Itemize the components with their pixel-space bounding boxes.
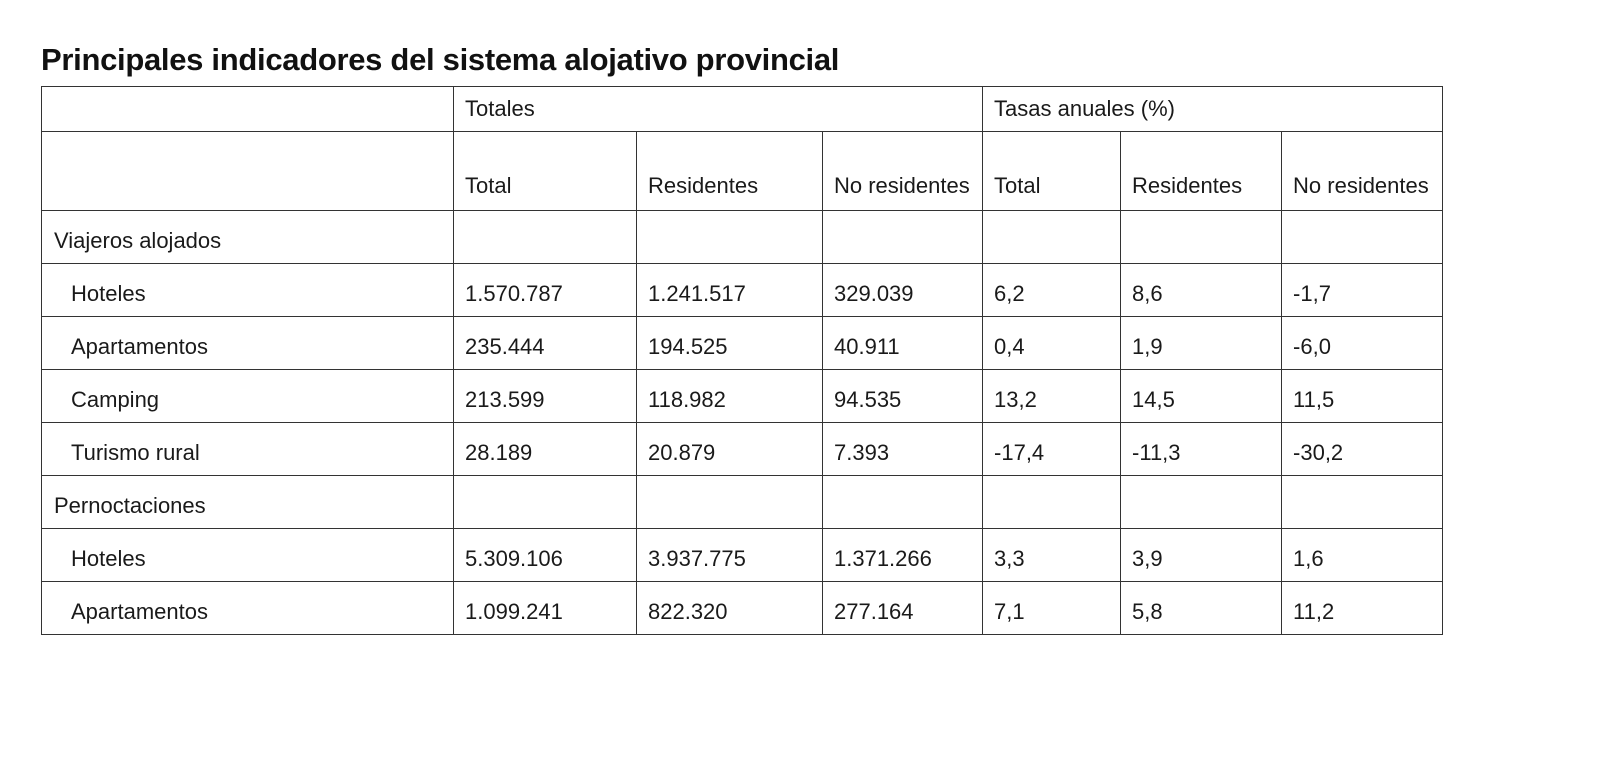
empty-cell <box>454 476 637 529</box>
value-cell: 1.371.266 <box>823 529 983 582</box>
table-row <box>42 370 1443 423</box>
value-cell: -11,3 <box>1121 423 1282 476</box>
column-header: Total <box>983 132 1121 211</box>
section-row <box>42 211 1443 264</box>
empty-cell <box>637 476 823 529</box>
header-group-row <box>42 87 1443 132</box>
row-label: Hoteles <box>42 264 454 317</box>
value-cell: 94.535 <box>823 370 983 423</box>
empty-cell <box>983 211 1121 264</box>
empty-cell <box>1121 211 1282 264</box>
column-header: Residentes <box>1121 132 1282 211</box>
value-cell: 20.879 <box>637 423 823 476</box>
header-column-row <box>42 132 1443 211</box>
table-row <box>42 529 1443 582</box>
value-cell: -17,4 <box>983 423 1121 476</box>
value-cell: 28.189 <box>454 423 637 476</box>
table-row <box>42 264 1443 317</box>
row-label: Camping <box>42 370 454 423</box>
value-cell: 13,2 <box>983 370 1121 423</box>
value-cell: 329.039 <box>823 264 983 317</box>
row-label: Apartamentos <box>42 582 454 635</box>
value-cell: 213.599 <box>454 370 637 423</box>
value-cell: 1,9 <box>1121 317 1282 370</box>
header-group-totales: Totales <box>454 87 983 132</box>
row-label: Hoteles <box>42 529 454 582</box>
row-label: Apartamentos <box>42 317 454 370</box>
empty-cell <box>1282 211 1443 264</box>
value-cell: -1,7 <box>1282 264 1443 317</box>
header-empty-cell <box>42 87 454 132</box>
value-cell: 40.911 <box>823 317 983 370</box>
header-empty-cell <box>42 132 454 211</box>
header-group-tasas: Tasas anuales (%) <box>983 87 1443 132</box>
section-row <box>42 476 1443 529</box>
empty-cell <box>1121 476 1282 529</box>
value-cell: 7,1 <box>983 582 1121 635</box>
value-cell: 1.241.517 <box>637 264 823 317</box>
row-label: Turismo rural <box>42 423 454 476</box>
column-header: No residentes <box>823 132 983 211</box>
column-header: Residentes <box>637 132 823 211</box>
table-row <box>42 317 1443 370</box>
value-cell: 277.164 <box>823 582 983 635</box>
value-cell: 3,9 <box>1121 529 1282 582</box>
table-row <box>42 582 1443 635</box>
value-cell: 8,6 <box>1121 264 1282 317</box>
value-cell: 3,3 <box>983 529 1121 582</box>
value-cell: 235.444 <box>454 317 637 370</box>
value-cell: 7.393 <box>823 423 983 476</box>
value-cell: 1.570.787 <box>454 264 637 317</box>
indicators-table <box>41 86 1443 635</box>
empty-cell <box>637 211 823 264</box>
value-cell: -6,0 <box>1282 317 1443 370</box>
value-cell: 3.937.775 <box>637 529 823 582</box>
table-row <box>42 423 1443 476</box>
empty-cell <box>983 476 1121 529</box>
section-label: Viajeros alojados <box>42 211 454 264</box>
value-cell: 11,2 <box>1282 582 1443 635</box>
value-cell: 0,4 <box>983 317 1121 370</box>
value-cell: 1.099.241 <box>454 582 637 635</box>
column-header: Total <box>454 132 637 211</box>
page-title: Principales indicadores del sistema alojativo provincial <box>41 42 840 77</box>
empty-cell <box>823 211 983 264</box>
value-cell: 14,5 <box>1121 370 1282 423</box>
section-label: Pernoctaciones <box>42 476 454 529</box>
value-cell: 5.309.106 <box>454 529 637 582</box>
column-header: No residentes <box>1282 132 1443 211</box>
value-cell: 118.982 <box>637 370 823 423</box>
value-cell: 11,5 <box>1282 370 1443 423</box>
value-cell: -30,2 <box>1282 423 1443 476</box>
value-cell: 822.320 <box>637 582 823 635</box>
value-cell: 1,6 <box>1282 529 1443 582</box>
empty-cell <box>823 476 983 529</box>
empty-cell <box>1282 476 1443 529</box>
value-cell: 194.525 <box>637 317 823 370</box>
value-cell: 5,8 <box>1121 582 1282 635</box>
empty-cell <box>454 211 637 264</box>
value-cell: 6,2 <box>983 264 1121 317</box>
